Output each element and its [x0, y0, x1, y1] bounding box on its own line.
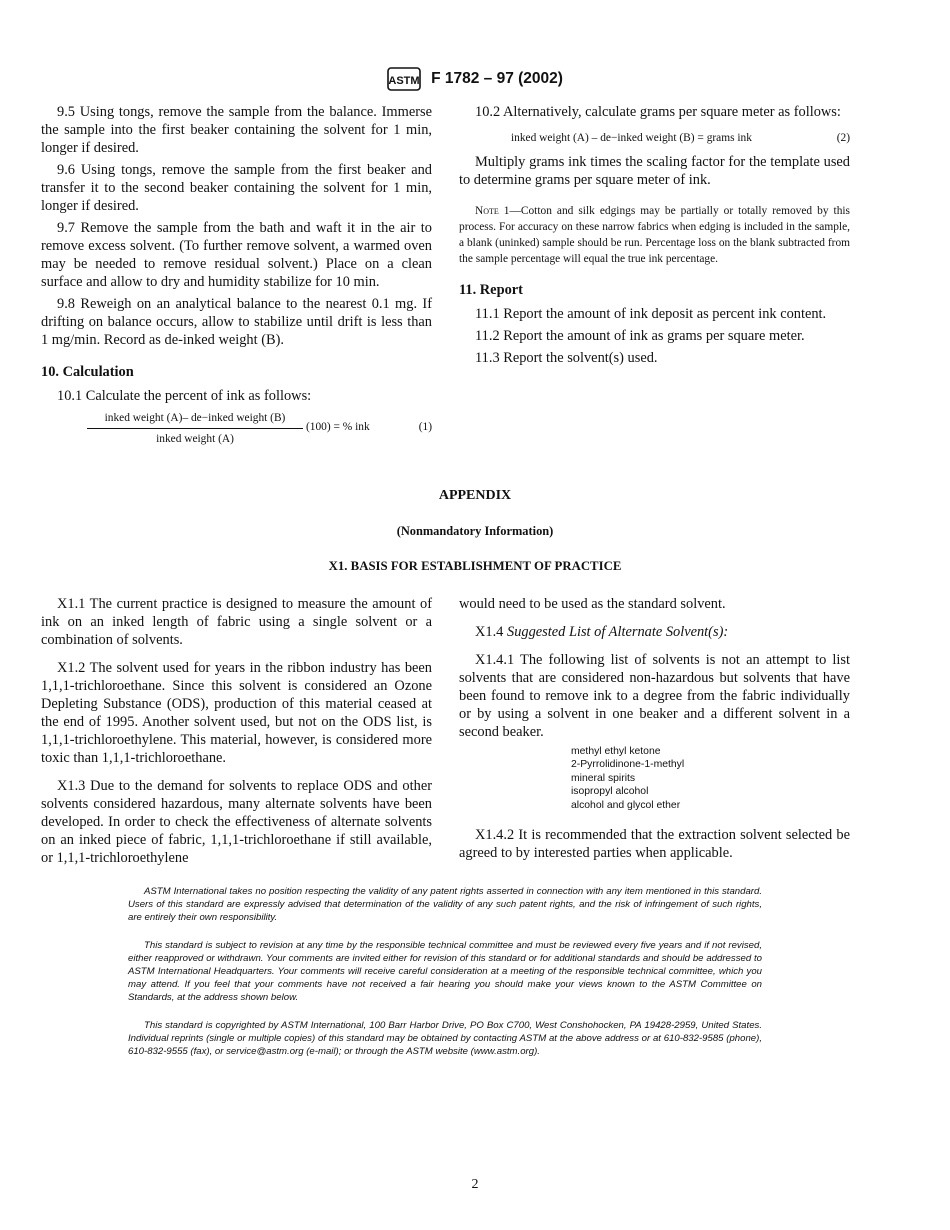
paragraph-x1-3-continued: would need to be used as the standard solvent. [459, 596, 726, 612]
list-item: methyl ethyl ketone [571, 746, 661, 757]
note-1-label: Note 1 [475, 205, 510, 217]
x1-4-label: X1.4 [475, 624, 504, 640]
solvent-list [571, 745, 850, 812]
page-number: 2 [471, 1177, 479, 1192]
equation-1-numerator: inked weight (A)– de−inked weight (B) [87, 409, 303, 429]
list-item: mineral spirits [571, 772, 636, 784]
paragraph-x1-4-2: X1.4.2 It is recommended that the extraction solvent selected be agreed to by interested parties when applicable. [459, 827, 850, 862]
note-1 [459, 203, 850, 267]
note-1-text: —Cotton and silk edgings may be partially or totally removed by this process. For accuracy on these narrow fabrics when edging is included in the sample, a blank (uninked) sample should be run. Percentage loss on the blank subtracted from the sample percentage will equal the true ink percentage. [459, 205, 850, 265]
footer-revision-notice: This standard is subject to revision at any time by the responsible technical committee and must be reviewed every five years and if not revised, either reapproved or withdrawn. Your comments are invited either for revision of this standard or for additional standards and should be addressed to ASTM International Headquarters. Your comments will receive careful consideration at a meeting of the responsible technical committee, which you may attend. If you feel that your comments have not received a fair hearing you should make your views known to the ASTM Committee on Standards, at the address shown below. [128, 939, 762, 1004]
paragraph-11-2: 11.2 Report the amount of ink as grams per square meter. [475, 328, 805, 344]
equation-1-number: (1) [418, 421, 432, 433]
paragraph-x1-1: X1.1 The current practice is designed to measure the amount of ink on an inked length of fabric using a single solvent or a combination of solvents. [41, 596, 432, 648]
paragraph-10-1: 10.1 Calculate the percent of ink as follows: [57, 388, 312, 404]
right-column-bottom [459, 595, 850, 872]
equation-2-expression: inked weight (A) – de−inked weight (B) = grams ink [511, 132, 752, 144]
paragraph-10-2: 10.2 Alternatively, calculate grams per square meter as follows: [475, 104, 841, 120]
equation-1-rhs: (100) = % ink [306, 421, 370, 433]
equation-1-fraction [87, 409, 303, 448]
section-heading-report: 11. Report [459, 282, 523, 298]
paragraph-x1-2: X1.2 The solvent used for years in the ribbon industry has been 1,1,1-trichloroethane. Since this solvent is considered an Ozone Depleting Substance (ODS), production of this material ceased at the end of 1995. Another solvent used, but not on the ODS list, is 1,1,1-trichloroethylene. This material, however, is considered more toxic than 1,1,1-trichloroethane. [41, 660, 432, 766]
left-column-top [41, 103, 432, 443]
equation-1-denominator: inked weight (A) [156, 433, 234, 445]
paragraph-x1-4-1: X1.4.1 The following list of solvents is not an attempt to list solvents that are considered non-hazardous but solvents that have been found to remove ink to a degree from the fabric individually or by using a solvent in one beaker and a different solvent in a second beaker. [459, 652, 850, 740]
left-column-bottom [41, 595, 432, 877]
paragraph-9-5: 9.5 Using tongs, remove the sample from the balance. Immerse the sample into the first beaker containing the solvent for 1 min, longer if desired. [41, 104, 432, 156]
list-item: isopropyl alcohol [571, 786, 649, 798]
page-header [0, 66, 950, 92]
appendix-subtitle: (Nonmandatory Information) [396, 524, 554, 538]
footer-copyright-notice: This standard is copyrighted by ASTM International, 100 Barr Harbor Drive, PO Box C700, West Conshohocken, PA 19428-2959, United States. Individual reprints (single or multiple copies) of this standard may be obtained by contacting ASTM at the above address or at 610-832-9585 (phone), 610-832-9555 (fax), or service@astm.org (e-mail); or through the ASTM website (www.astm.org). [128, 1019, 762, 1058]
standard-designation: F 1782 – 97 (2002) [431, 70, 563, 87]
footer-patent-notice: ASTM International takes no position respecting the validity of any patent rights asserted in connection with any item mentioned in this standard. Users of this standard are expressly advised that determination of the validity of any such patent rights, and the risk of infringement of such rights, are entirely their own responsibility. [128, 886, 762, 924]
footer-notices [128, 885, 762, 1072]
paragraph-x1-3: X1.3 Due to the demand for solvents to replace ODS and other solvents considered hazardous, many alternate solvents have been developed. In order to check the effectiveness of alternate solvents on an inked piece of fabric, 1,1,1-trichloroethane if still available, or 1,1,1-trichloroethylene [41, 778, 432, 866]
section-heading-calculation: 10. Calculation [41, 364, 134, 380]
paragraph-x1-4 [459, 623, 850, 641]
svg-text:ASTM: ASTM [388, 75, 420, 87]
equation-1 [41, 409, 432, 443]
list-item: alcohol and glycol ether [571, 799, 681, 811]
appendix-title: APPENDIX [438, 488, 512, 503]
equation-2 [459, 125, 850, 149]
list-item: 2-Pyrrolidinone-1-methyl [571, 759, 685, 771]
right-column-top [459, 103, 850, 371]
x1-4-title: Suggested List of Alternate Solvent(s): [507, 624, 729, 640]
astm-logo-icon [387, 66, 421, 92]
paragraph-11-1: 11.1 Report the amount of ink deposit as percent ink content. [475, 306, 827, 322]
paragraph-scaling: Multiply grams ink times the scaling factor for the template used to determine grams per square meter of ink. [459, 154, 850, 188]
paragraph-11-3: 11.3 Report the solvent(s) used. [475, 350, 658, 366]
appendix-section-heading: X1. BASIS FOR ESTABLISHMENT OF PRACTICE [328, 559, 622, 573]
paragraph-9-6: 9.6 Using tongs, remove the sample from the first beaker and transfer it to the second beaker containing the solvent for 1 min, longer if desired. [41, 162, 432, 214]
paragraph-9-8: 9.8 Reweigh on an analytical balance to the nearest 0.1 mg. If drifting on balance occurs, allow to stabilize until drift is less than 1 mg/min. Record as de-inked weight (B). [41, 296, 432, 348]
equation-2-number: (2) [836, 132, 850, 144]
paragraph-9-7: 9.7 Remove the sample from the bath and waft it in the air to remove excess solvent. (To further remove solvent, a warmed oven may be needed to remove residual solvent.) Place on a clean surface and allow to dry and humidity stabilize for 10 min. [41, 220, 432, 290]
